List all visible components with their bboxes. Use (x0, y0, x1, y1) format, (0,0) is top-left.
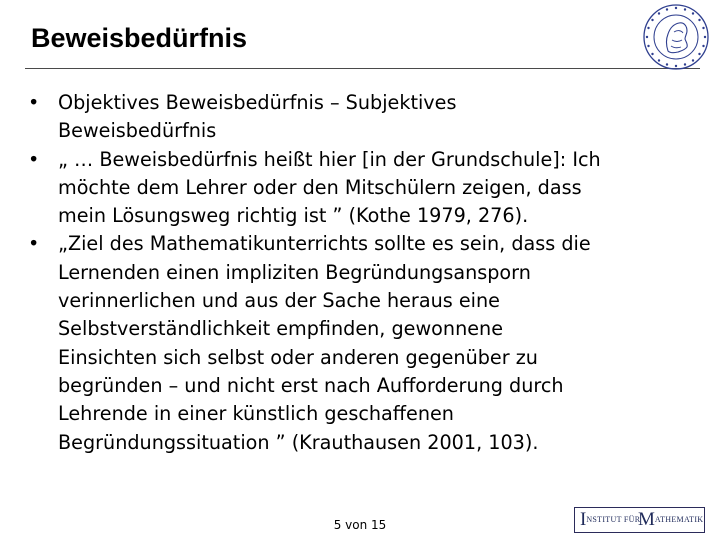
bullet-text-line: „ … Beweisbedürfnis heißt hier [in der Grundschule]: Ich (58, 147, 601, 171)
bullet-text-line: Lehrende in einer künstlich geschaffenen (58, 402, 454, 426)
bullet-text-line: begründen – und nicht erst nach Aufforderung durch (58, 373, 564, 397)
logo-letter-m: M (638, 509, 655, 530)
bullet-marker: • (28, 232, 40, 256)
bullet-list (28, 89, 700, 457)
bullet-item-kothe-quote (28, 146, 700, 231)
bullet-text-line: „Ziel des Mathematikunterrichts sollte es sein, dass die (58, 232, 591, 256)
bullet-text-line: Selbstverständlichkeit empfinden, gewonnene (58, 317, 504, 341)
bullet-text-line: möchte dem Lehrer oder den Mitschülern zeigen, dass (58, 175, 582, 199)
logo-text-mathematik: ATHEMATIK (654, 515, 704, 524)
page-number: 5 von 15 (333, 518, 387, 532)
bullet-text-line: Einsichten sich selbst oder anderen gegenüber zu (58, 345, 538, 369)
bullet-text-line: Lernenden einen impliziten Begründungsansporn (58, 260, 531, 284)
bullet-text-line: Beweisbedürfnis (58, 119, 217, 143)
slide-title: Beweisbedürfnis (31, 23, 248, 53)
university-seal-icon (641, 2, 711, 72)
logo-letter-i: I (580, 509, 587, 530)
bullet-text-line: mein Lösungsweg richtig ist ” (Kothe 1979, 276). (58, 204, 529, 228)
bullet-item-objective (28, 89, 700, 146)
bullet-item-krauthausen-quote (28, 230, 700, 456)
title-divider (25, 68, 700, 69)
bullet-text-line: verinnerlichen und aus der Sache heraus eine (58, 289, 500, 313)
bullet-text-line: Begründungssituation ” (Krauthausen 2001, 103). (58, 430, 539, 454)
logo-text-institut: NSTITUT FÜR (586, 515, 641, 524)
bullet-marker: • (28, 91, 40, 114)
institute-logo (574, 507, 705, 533)
bullet-text-line: Objektives Beweisbedürfnis – Subjektives (58, 91, 457, 114)
bullet-marker: • (28, 147, 40, 171)
